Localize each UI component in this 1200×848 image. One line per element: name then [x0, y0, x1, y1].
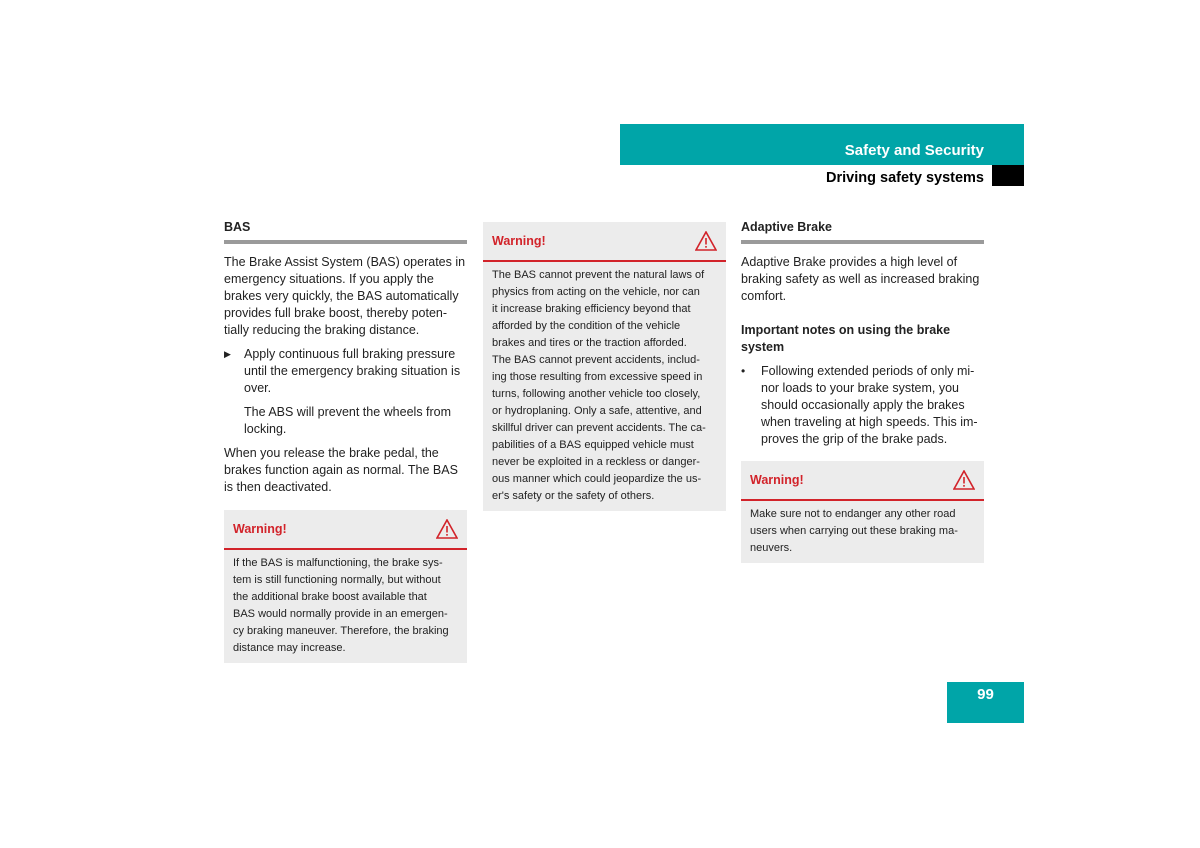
triangle-bullet-icon: ▶ — [224, 349, 231, 359]
notes-subheading: Important notes on using the brake system — [741, 323, 951, 354]
bullet-icon: • — [741, 364, 746, 378]
bas-release: When you release the brake pedal, the brakes function again as normal. The BAS is then deactivated. — [224, 446, 458, 494]
warning-box — [741, 461, 984, 563]
subsection-title: Driving safety systems — [826, 170, 984, 186]
bullet-text: Following extended periods of only mi- nor loads to your brake system, you should occasionally apply the brakes when traveling at high speeds. This im- proves the grip of the brake pads. — [761, 364, 978, 446]
step-note: The ABS will prevent the wheels from locking. — [244, 405, 452, 436]
page-number: 99 — [947, 682, 1024, 723]
warning-text: Make sure not to endanger any other road users when carrying out these braking ma- neuvers. — [750, 508, 958, 554]
bas-heading: BAS — [224, 219, 467, 244]
section-title: Safety and Security — [844, 142, 984, 159]
step-text: Apply continuous full braking pressure until the emergency braking situation is over. — [244, 347, 461, 395]
instruction-step — [224, 346, 467, 397]
column-bas-warning — [483, 222, 726, 511]
warning-box — [224, 510, 467, 663]
bas-intro: The Brake Assist System (BAS) operates in emergency situations. If you apply the brakes very quickly, the BAS automatically provides full brake boost, thereby poten- tially reducing the braking distance. — [224, 255, 466, 337]
warning-text: If the BAS is malfunctioning, the brake sys- tem is still functioning normally, but without the additional brake boost available that BAS would normally provide in an emergen- cy braking maneuver. Therefore, the braking distance may increase. — [233, 557, 449, 654]
column-bas — [224, 219, 467, 663]
warning-box — [483, 222, 726, 511]
warning-label: Warning! — [233, 522, 287, 536]
warning-triangle-icon — [695, 231, 717, 251]
warning-label: Warning! — [750, 473, 804, 487]
warning-label: Warning! — [492, 234, 546, 248]
warning-text: The BAS cannot prevent the natural laws of physics from acting on the vehicle, nor can it increase braking efficiency beyond that afforded by the condition of the vehicle brakes and tires or the traction afforded. The BAS cannot prevent accidents, includ- ing those resulting from excessive speed in turns, following another vehicle too closely, or hydroplaning. Only a safe, attentive, and skillful driver can prevent accidents. The ca- pabilities of a BAS equipped vehicle must never be exploited in a reckless or danger- ous manner which could jeopardize the us- er's safety or the safety of others. — [492, 269, 706, 502]
section-header — [620, 124, 1024, 165]
column-adaptive-brake — [741, 219, 984, 563]
bullet-item — [741, 363, 984, 448]
warning-triangle-icon — [436, 519, 458, 539]
warning-triangle-icon — [953, 470, 975, 490]
adaptive-brake-intro: Adaptive Brake provides a high level of braking safety as well as increased braking comfort. — [741, 255, 980, 303]
adaptive-brake-heading: Adaptive Brake — [741, 219, 984, 244]
header-marker — [992, 165, 1024, 186]
